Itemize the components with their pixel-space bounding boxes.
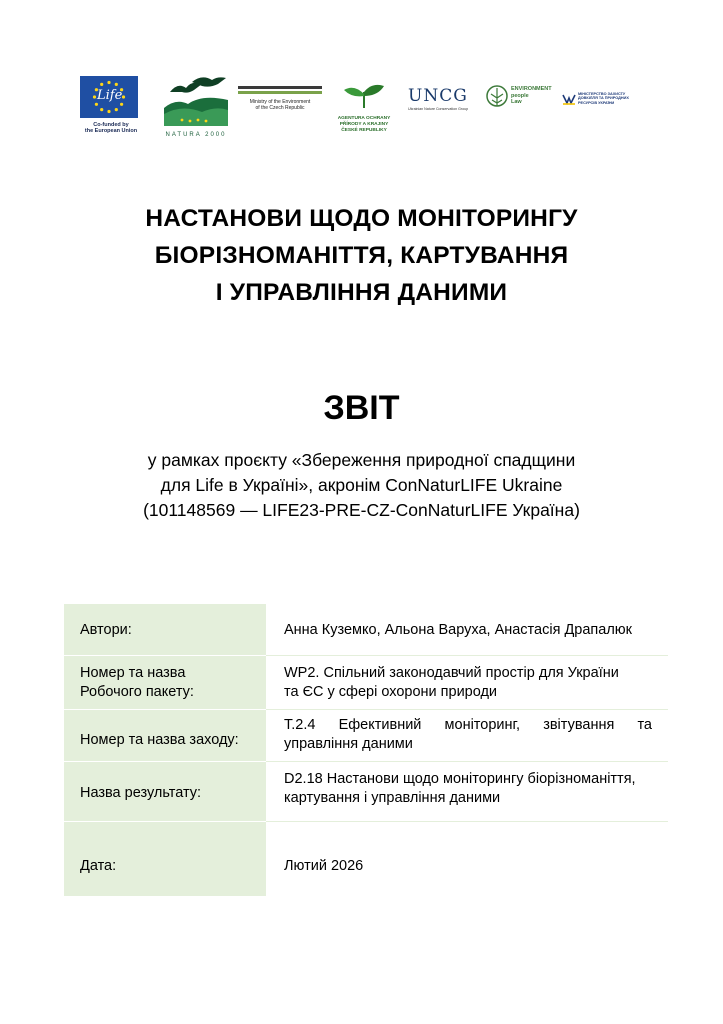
- eu-flag-icon: [80, 76, 138, 118]
- aopk-logo: AGENTURA OCHRANY PŘÍRODY A KRAJINY ČESKÉ REPUBLIKY: [330, 82, 398, 133]
- document-title: НАСТАНОВИ ЩОДО МОНІТОРИНГУ БІОРІЗНОМАНІТТЯ, КАРТУВАННЯ І УПРАВЛІННЯ ДАНИМИ: [145, 205, 578, 306]
- work-package-value: WP2. Спільний законодавчий простір для України та ЄС у сфері охорони природи: [266, 656, 668, 710]
- work-package-label: Номер та назва Робочого пакету:: [64, 656, 266, 710]
- authors-label: Автори:: [64, 604, 266, 656]
- tree-emblem-icon: [485, 84, 509, 112]
- ministry-mark-icon: [562, 92, 576, 106]
- report-label: ЗВІТ: [323, 389, 400, 427]
- authors-value: Анна Куземко, Альона Варуха, Анастасія Драпалюк: [266, 604, 668, 656]
- natura-birds-icon: [162, 74, 230, 126]
- life-logo-text: Life: [97, 88, 123, 103]
- table-row-authors: [64, 604, 668, 656]
- table-row-date: [64, 822, 668, 896]
- table-row-work-package: [64, 656, 668, 710]
- project-subtitle: у рамках проєкту «Збереження природної спадщини для Life в Україні», акронім ConNaturLIFE Ukraine (101148569 — LIFE23-PRE-CZ-ConNaturLIFE Україна): [143, 450, 580, 520]
- logo-strip: [80, 74, 640, 144]
- date-label: Дата:: [64, 822, 266, 896]
- activity-value: Т.2.4 Ефективний моніторинг, звітування та управління даними: [266, 710, 668, 762]
- leaf-icon: [330, 82, 398, 110]
- metadata-table: [64, 604, 668, 896]
- table-row-activity: [64, 710, 668, 762]
- date-value: Лютий 2026: [284, 858, 364, 874]
- eu-caption: Co-funded by the European Union: [84, 122, 138, 135]
- uncg-logo: UNCG Ukrainian Nature Conservation Group: [408, 86, 469, 111]
- eu-cofunded-logo: [80, 76, 142, 135]
- ministry-czech-logo: Ministry of the Environment of the Czech Republic: [238, 86, 322, 111]
- deliverable-label: Назва результату:: [64, 762, 266, 822]
- activity-label: Номер та назва заходу:: [64, 710, 266, 762]
- deliverable-value: D2.18 Настанови щодо моніторингу біорізноманіття, картування і управління даними: [266, 762, 668, 822]
- table-row-deliverable: [64, 762, 668, 822]
- ministry-ukraine-logo: МІНІСТЕРСТВО ЗАХИСТУ ДОВКІЛЛЯ ТА ПРИРОДНИХ РЕСУРСІВ УКРАЇНИ: [562, 92, 642, 111]
- environment-people-law-logo: ENVIRONMENT people Law: [485, 84, 557, 117]
- natura-2000-logo: NATURA 2000: [162, 74, 230, 138]
